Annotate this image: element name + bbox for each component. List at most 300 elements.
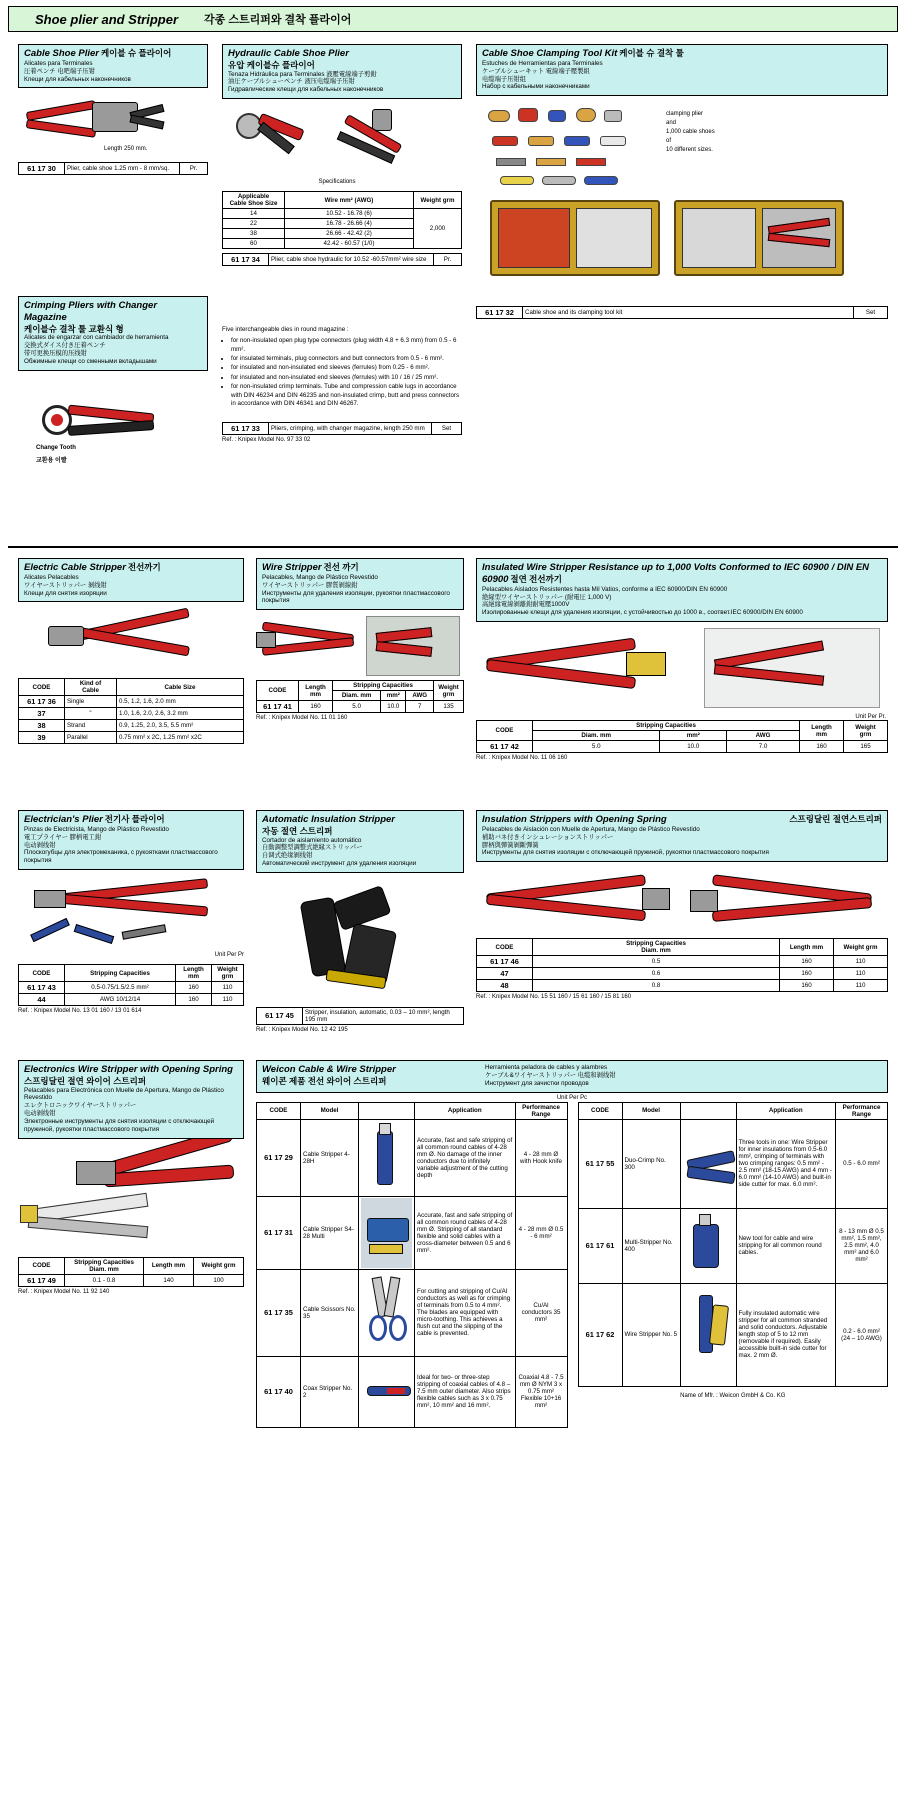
cell-capacity: 0.1 - 0.8 [65, 1274, 144, 1286]
section-electric-cable-stripper [18, 558, 244, 744]
reference-note: Ref. : Knipex Model No. 11 01 160 [256, 715, 348, 722]
col-photo [359, 1102, 415, 1119]
section-sub-ru: Гидравлические клещи для кабельных наконечников [228, 86, 384, 94]
cell-application: Accurate, fast and safe stripping of all common round cables of 4-28 mm Ø. No damage of the inner conductors due to infinitely variable adjustment of the cutting depth [415, 1119, 516, 1196]
table-row [223, 423, 462, 435]
col-awg: AWG [727, 731, 800, 741]
col-kind: Kind of Cable [65, 679, 117, 696]
section-insulated-wire-stripper [476, 558, 888, 761]
table-wire-stripper [256, 680, 464, 713]
reference-note: Ref. : Knipex Model No. 11 06 160 [476, 755, 568, 762]
cell-range: Cu/Al conductors 35 mm² [515, 1269, 567, 1356]
product-illustration-electricians-plier [18, 870, 244, 964]
section-header [476, 558, 888, 622]
change-tooth-caption-en: Change Tooth [36, 444, 76, 451]
table-header-row [477, 721, 888, 731]
section-sub-es: Alicates para Terminales [24, 59, 93, 67]
cell-code: 61 17 55 [578, 1119, 622, 1208]
section-title-en: Electrician's Plier [24, 814, 103, 825]
product-illustration-wire-stripper [256, 610, 464, 680]
table-weicon-left [256, 1102, 568, 1428]
product-photo [361, 1121, 412, 1195]
table-row [578, 1208, 888, 1283]
cell-length: 160 [176, 994, 212, 1006]
section-sub-cn: 电动剝线钳 [24, 1110, 56, 1118]
section-title-en: Electric Cable Stripper [24, 562, 126, 573]
product-code: 61 17 45 [257, 1007, 303, 1024]
crimping-pliers-details [222, 326, 462, 443]
section-sub-jp: 圧着ペンチ 电吧端子压钳 [24, 67, 96, 75]
product-table-auto-stripper [256, 1007, 464, 1025]
section-title-en: Cable Shoe Clamping Tool Kit [482, 48, 618, 59]
col-code: CODE [19, 965, 65, 982]
section-title-kr: 케이블 슈 플라이어 [100, 48, 172, 58]
product-illustration-hydraulic-plier [222, 99, 462, 191]
table-row [19, 994, 244, 1006]
product-illustration-auto-stripper [256, 873, 464, 1007]
section-sub-ru: Электронные инструменты для снятия изоляции с отключающей пружиной, рукоятки пластмассового покрытия [24, 1117, 215, 1133]
product-photo [683, 1121, 734, 1207]
col-code: CODE [477, 939, 533, 956]
section-sub-jp: 電工プライヤー 膠柄電工鉗 [24, 833, 102, 841]
cell-length: 140 [144, 1274, 194, 1286]
table-row [257, 1269, 568, 1356]
kit-note-line3: 1,000 cable shoes [666, 129, 715, 136]
product-illustration-tool-kit [476, 96, 888, 306]
change-tooth-caption-kr: 교환용 이빨 [36, 457, 67, 464]
section-title-kr: 케이블슈 결착 툴 교환식 형 [24, 323, 124, 334]
cell-diam: 5.0 [533, 741, 660, 753]
cell-kind: " [65, 708, 117, 720]
section-sub-es: Estuches de Herramientas para Terminales [482, 59, 603, 67]
table-electric-cable-stripper [18, 678, 244, 744]
section-sub-cn: 电动剝线钳 [24, 841, 56, 849]
cell-model: Cable Scissors No. 35 [301, 1269, 359, 1356]
product-illustration-crimping-plier [18, 371, 208, 469]
table-header-row [578, 1102, 888, 1119]
kit-note [666, 110, 715, 155]
cell-length: 160 [780, 968, 834, 980]
col-performance: Performance Range [515, 1102, 567, 1119]
table-row [477, 307, 888, 319]
cell-code: 61 17 31 [257, 1196, 301, 1269]
cell-application: Accurate, fast and safe stripping of all common round cables of 4-28 mm Ø. Stripping of all standard flexible and solid cables with a cross-diameter between 0.5 and 6 mm². [415, 1196, 516, 1269]
section-clamping-tool-kit [476, 44, 888, 319]
section-sub-cn: 高絕緣電線剝離鉗耐電壓1000V [482, 601, 570, 609]
section-sub-es: Cortador de aislamiento automático [262, 836, 362, 844]
bullet-2: • for insulated terminals, plug connectors and butt connectors from 0.5 - 6 mm². [231, 355, 462, 363]
col-code: CODE [19, 679, 65, 696]
table-row [477, 956, 888, 968]
cell-code: 61 17 61 [578, 1208, 622, 1283]
cell-capacity: 0.8 [533, 980, 780, 992]
section-header [18, 1060, 244, 1139]
product-code: 61 17 33 [223, 423, 269, 435]
col-application: Application [736, 1102, 836, 1119]
section-sub-cn: 电缆端子压钳组 [482, 75, 527, 83]
section-title-en: Hydraulic Cable Shoe Plier [228, 48, 349, 59]
reference-note: Ref. : Knipex Model No. 11 92 140 [18, 1288, 110, 1295]
table-row [223, 209, 462, 219]
cell-mm2: 10.0 [381, 701, 406, 713]
section-sub-es: Pelacables Aislados Resistentes hasta Mil Vatios, conforme a IEC 60900/DIN EN 60900 [482, 585, 728, 593]
unit-label: Unit Per Pc [556, 1094, 588, 1101]
section-header [18, 810, 244, 870]
product-desc: Plier, cable shoe 1.25 mm - 8 mm/sq. [65, 163, 180, 175]
section-header [256, 1060, 888, 1093]
col-code: CODE [257, 1102, 301, 1119]
table-electronics-wire-stripper [18, 1257, 244, 1287]
col-length: Length mm [144, 1257, 194, 1274]
col-cable-shoe-size: Applicable Cable Shoe Size [223, 192, 285, 209]
section-title-en: Crimping Pliers with Changer Magazine [24, 300, 158, 323]
table-row [19, 1274, 244, 1286]
page-title-kr: 각종 스트리퍼와 결착 플라이어 [204, 14, 352, 26]
section-sub-ru: Инструмент для зачистки проводов [485, 1079, 589, 1087]
cell-awg: 7 [406, 701, 434, 713]
cell-code: 61 17 42 [477, 741, 533, 753]
section-automatic-insulation-stripper [256, 810, 464, 1033]
section-divider-1 [8, 546, 898, 548]
section-title-kr: 유압 케이블슈 플라이어 [228, 59, 315, 70]
section-sub-ru: Плоскогубцы для электромеханика, с рукоятками пластмассового покрытия [24, 849, 218, 865]
cell-model: Wire Stripper No. 5 [622, 1283, 680, 1386]
product-unit: Set [854, 307, 888, 319]
table-row [257, 701, 464, 713]
cell-code: 61 17 29 [257, 1119, 301, 1196]
product-table-cable-shoe-plier [18, 162, 208, 175]
table-electricians-plier [18, 964, 244, 1006]
product-photo [361, 1358, 412, 1426]
cell-wire: 42.42 - 60.57 (1/0) [285, 239, 414, 249]
section-title-kr: 스프링달린 절연 와이어 스트리퍼 [24, 1075, 147, 1086]
cell-model: Multi-Stripper No. 400 [622, 1208, 680, 1283]
cell-length: 160 [780, 980, 834, 992]
cell-range: 4 - 28 mm Ø with Hook knife [515, 1119, 567, 1196]
section-electronics-wire-stripper [18, 1060, 244, 1295]
table-row [578, 1119, 888, 1208]
col-weight: Weight grm [434, 681, 464, 701]
cell-size: 0.5, 1.2, 1.6, 2.0 mm [117, 696, 244, 708]
cell-photo [359, 1119, 415, 1196]
product-desc: Pliers, crimping, with changer magazine, length 250 mm [269, 423, 432, 435]
col-awg: AWG [406, 691, 434, 701]
cell-code: 61 17 36 [19, 696, 65, 708]
bullet-3: • for insulated and non-insulated end sleeves (ferrules) from 0.25 - 6 mm². [231, 364, 462, 372]
cell-code: 37 [19, 708, 65, 720]
cell-size: 1.0, 1.6, 2.0, 2.6, 3.2 mm [117, 708, 244, 720]
cell-code: 61 17 46 [477, 956, 533, 968]
section-weicon-stripper [256, 1060, 888, 1428]
col-diam: Diam. mm [533, 731, 660, 741]
col-weight: Weight grm [844, 721, 888, 741]
section-title-en: Wire Stripper [262, 562, 322, 573]
table-row [19, 732, 244, 744]
cell-application: For cutting and stripping of Cu/Al conductors as well as for crimping of terminals from 0.5 to 4 mm². The blades are equipped with micro-toothing. This achieves a flush cut and the slipping of the cable is prevented. [415, 1269, 516, 1356]
section-header [476, 44, 888, 96]
table-row [257, 1356, 568, 1427]
cell-kind: Single [65, 696, 117, 708]
section-sub-jp: 油圧ケーブルシューペンチ 液压电缆端子压钳 [228, 78, 355, 86]
table-row [19, 720, 244, 732]
col-code: CODE [257, 681, 299, 701]
cell-diam: 5.0 [333, 701, 381, 713]
section-wire-stripper [256, 558, 464, 721]
col-weight: Weight grm [194, 1257, 244, 1274]
length-caption: Length 250 mm. [104, 146, 148, 153]
section-insulation-strippers-spring [476, 810, 888, 1000]
crimping-lead: Five interchangeable dies in round magazine : [222, 326, 349, 333]
cell-code: 61 17 40 [257, 1356, 301, 1427]
product-table-tool-kit [476, 306, 888, 319]
cell-code: 39 [19, 732, 65, 744]
section-sub-ru: Клещи для снятия изоряции [24, 589, 107, 597]
cell-model: Cable Stripper S4-28 Multi [301, 1196, 359, 1269]
product-photo [361, 1198, 412, 1268]
section-sub-jp: 自動調整型調整式絶縁ストリッパー [262, 844, 363, 852]
product-photo [361, 1271, 412, 1355]
kit-note-line4: of [666, 138, 672, 145]
section-crimping-pliers [18, 296, 208, 469]
col-weight: Weight grm [212, 965, 244, 982]
product-illustration-insulated-stripper [476, 622, 888, 714]
kit-note-line5: 10 different sizes. [666, 147, 713, 154]
cell-weight: 110 [834, 956, 888, 968]
col-size: Cable Size [117, 679, 244, 696]
col-stripping-capacities: Stripping Capacities [533, 721, 800, 731]
section-sub-es: Alicates de engarzar con cambiador de herramienta [24, 334, 169, 342]
unit-label: Unit Per Pr. [855, 714, 886, 721]
section-sub-es: Pelacables de Aislación con Muelle de Apertura, Mango de Plástico Revestido [482, 825, 700, 833]
cell-application: Ideal for two- or three-step stripping of coaxial cables of 4.8 – 7.5 mm outer diameter. Also strips flexible cables such as 3 x 0.75 mm², 10 mm² and 16 mm². [415, 1356, 516, 1427]
col-code: CODE [477, 721, 533, 741]
section-title-kr: 스프링달린 절연스트리퍼 [789, 814, 882, 824]
section-sub-jp: 交換式ダイス付き圧着ペンチ [24, 342, 106, 350]
cell-length: 160 [800, 741, 844, 753]
product-photo [683, 1285, 734, 1385]
col-diam: Diam. mm [333, 691, 381, 701]
cell-weight: 165 [844, 741, 888, 753]
cell-range: 8 - 13 mm Ø 0.5 mm², 1.5 mm², 2.5 mm², 4.0 mm² and 6.0 mm² [836, 1208, 888, 1283]
cell-weight: 110 [212, 982, 244, 994]
product-illustration-electric-stripper [18, 602, 244, 678]
product-illustration-electronics-stripper [18, 1139, 244, 1257]
cell-weight: 110 [834, 968, 888, 980]
bullet-4: • for insulated and non-insulated end sleeves (ferrules) with 10 / 16 / 25 mm². [231, 374, 462, 382]
specifications-label: Specifications [318, 179, 356, 186]
col-weight: Weight grm [414, 192, 462, 209]
cell-size: 22 [223, 219, 285, 229]
section-hydraulic-cable-shoe-plier [222, 44, 462, 266]
col-wire: Wire mm² (AWG) [285, 192, 414, 209]
product-unit: Pr. [434, 254, 462, 266]
cell-length: 160 [780, 956, 834, 968]
cell-photo [680, 1119, 736, 1208]
section-sub-es: Tenaza Hidráulica para Terminales 液壓電線端子剪鉗 [228, 70, 377, 78]
product-desc: Stripper, insulation, automatic, 0.03 – 10 mm², length 195 mm [303, 1007, 464, 1024]
section-sub-jp: ケーブルシューキット 電線端子壓製組 [482, 67, 590, 75]
section-sub-jp: 絶縁型ワイヤーストリッパー (耐電圧 1,000 V) [482, 593, 612, 601]
cell-weight: 135 [434, 701, 464, 713]
section-header [476, 810, 888, 862]
table-row [257, 1007, 464, 1024]
product-code: 61 17 30 [19, 163, 65, 175]
cell-capacity: 0.5 [533, 956, 780, 968]
section-sub-cn: 带可更换压模的压线钳 [24, 350, 87, 358]
col-code: CODE [19, 1257, 65, 1274]
cell-awg: 7.0 [727, 741, 800, 753]
cell-photo [680, 1283, 736, 1386]
table-row [19, 982, 244, 994]
section-title-en: Automatic Insulation Stripper [262, 814, 396, 825]
col-photo [680, 1102, 736, 1119]
section-sub-cn: 膠柄與彈簧剝斷彈簧 [482, 841, 539, 849]
section-sub-ru: Инструменты для снятия изоляции с отключающей пружиной, рукоятки пластмассового покрытия [482, 849, 769, 857]
crimping-bullets [222, 337, 462, 408]
section-sub-jp: 補助バネ付きインシュレーションストリッパー [482, 833, 614, 841]
product-desc: Cable shoe and its clamping tool kit [523, 307, 854, 319]
section-sub-es: Pelacables, Mango de Plástico Revestido [262, 573, 378, 581]
cell-capacity: AWG 10/12/14 [65, 994, 176, 1006]
table-row [578, 1283, 888, 1386]
col-stripping-capacities: Stripping Capacities [333, 681, 434, 691]
reference-note: Ref. : Knipex Model No. 12 42 195 [256, 1026, 348, 1033]
cell-model: Cable Stripper 4-28H [301, 1119, 359, 1196]
section-header [18, 296, 208, 371]
cell-photo [680, 1208, 736, 1283]
cell-range: 0.5 - 6.0 mm² [836, 1119, 888, 1208]
col-length: Length mm [800, 721, 844, 741]
section-title-kr: 전선 까기 [323, 562, 359, 572]
table-weicon-right [578, 1102, 889, 1387]
section-title-en: Cable Shoe Plier [24, 48, 99, 59]
table-row [257, 1196, 568, 1269]
cell-model: Coax Stripper No. 2 [301, 1356, 359, 1427]
table-spring-strippers [476, 938, 888, 992]
cell-wire: 26.66 - 42.42 (2) [285, 229, 414, 239]
cell-size: 38 [223, 229, 285, 239]
section-title-en: Electronics Wire Stripper with Opening Spring [24, 1064, 233, 1075]
reference-note: Ref. : Knipex Model No. 13 01 160 / 13 01 614 [18, 1008, 142, 1015]
section-sub-ru: Инструменты для удаления изоляции, рукоятки пластмассового покрытия [262, 589, 450, 605]
col-mm2: mm² [381, 691, 406, 701]
section-header [18, 558, 244, 602]
section-header [256, 810, 464, 873]
col-code: CODE [578, 1102, 622, 1119]
cell-size: 0.75 mm² x 2C, 1.25 mm² x2C [117, 732, 244, 744]
cell-code: 47 [477, 968, 533, 980]
section-sub-jp: ケーブル&ワイヤーストリッパー 电缆和剝线钳 [485, 1071, 616, 1079]
reference-note: Ref. : Knipex Model No. 97 33 02 [222, 437, 311, 444]
table-row [477, 741, 888, 753]
cell-kind: Strand [65, 720, 117, 732]
section-sub-ru: Автоматический инструмент для удаления изоляции [262, 860, 417, 868]
table-row [19, 163, 208, 175]
page-title-en: Shoe plier and Stripper [35, 11, 179, 27]
section-electricians-plier [18, 810, 244, 1014]
section-title-en: Weicon Cable & Wire Stripper [262, 1064, 396, 1075]
cell-length: 160 [299, 701, 333, 713]
product-table-hydraulic [222, 253, 462, 266]
cell-size: 14 [223, 209, 285, 219]
cell-code: 61 17 49 [19, 1274, 65, 1286]
cell-kind: Parallel [65, 732, 117, 744]
cell-weight: 2,000 [414, 209, 462, 249]
cell-weight: 110 [212, 994, 244, 1006]
col-weight: Weight grm [834, 939, 888, 956]
page-title [8, 6, 898, 32]
table-row [477, 980, 888, 992]
col-application: Application [415, 1102, 516, 1119]
cell-range: 4 - 28 mm Ø 0.5 - 6 mm² [515, 1196, 567, 1269]
table-row [477, 968, 888, 980]
kit-note-line1: clamping plier [666, 111, 704, 118]
cell-code: 48 [477, 980, 533, 992]
col-length: Length mm [780, 939, 834, 956]
section-sub-jp: エレクトロニックワイヤーストリッパー [24, 1102, 137, 1110]
col-stripping-capacities: Stripping Capacities Diam. mm [65, 1257, 144, 1274]
product-table-crimping [222, 422, 462, 435]
col-stripping-capacities: Stripping Capacities [65, 965, 176, 982]
cell-application: New tool for cable and wire stripping for all common round cables. [736, 1208, 836, 1283]
table-header-row [257, 1102, 568, 1119]
section-sub-cn: 自调式绝缘剝线钳 [262, 852, 313, 860]
bullet-5: • for non-insulated crimp terminals. Tube and compression cable lugs in accordance with DIN 46234 and DIN 46235 and non-insulated crimp, butt and press connectors in accordance with DIN 46341 and DIN 46267. [231, 383, 462, 408]
cell-application: Three tools in one: Wire Stripper for inner insulations from 0.5-6.0 mm², crimping of terminals with two crimping ranges: 0.5 mm² - 2.5 mm² (18-15 AWG) and 4 mm - 6.0 mm² (14-10 AWG) and built-in side cutter for max. 6.0 mm². [736, 1119, 836, 1208]
table-insulated-wire-stripper [476, 720, 888, 753]
section-title-kr: 절연 전선까기 [510, 573, 563, 584]
manufacturer-note: Name of Mfr. : Weicon GmbH & Co. KG [680, 1392, 786, 1399]
section-cable-shoe-plier [18, 44, 208, 175]
table-row [19, 696, 244, 708]
table-header-row [19, 965, 244, 982]
bullet-1: • for non-insulated open plug type connectors (plug width 4.8 + 6.3 mm) from 0.5 - 6 mm². [231, 337, 462, 354]
product-unit: Pr. [180, 163, 208, 175]
section-sub-es: Alicates Pelacables [24, 573, 79, 581]
product-unit: Set [432, 423, 462, 435]
cell-size: 0.9, 1.25, 2.0, 3.5, 5.5 mm² [117, 720, 244, 732]
table-header-row [223, 192, 462, 209]
section-title-kr: 웨이콘 제품 전선 와이어 스트리퍼 [262, 1075, 387, 1086]
section-sub-ru: Изолированные клещи для удаления изоляции, с устойчивостью до 1000 в., соответ.IEC 60900/DIN EN 60900 [482, 609, 803, 617]
section-sub-ru: Клещи для кабельных наконечников [24, 75, 131, 83]
section-sub-es: Herramienta peladora de cables y alambres [485, 1064, 608, 1071]
product-desc: Plier, cable shoe hydraulic for 10.52 -60.57mm² wire size [269, 254, 434, 266]
product-photo [683, 1210, 734, 1282]
col-model: Model [622, 1102, 680, 1119]
col-length: Length mm [176, 965, 212, 982]
cell-wire: 10.52 - 16.78 (6) [285, 209, 414, 219]
product-illustration-cable-shoe-plier [18, 88, 208, 162]
section-title-kr: 자동 절연 스트리퍼 [262, 825, 333, 836]
cell-weight: 100 [194, 1274, 244, 1286]
section-sub-ru: Обжимные клещи со сменными вкладышами [24, 357, 157, 365]
table-row [19, 708, 244, 720]
section-header [256, 558, 464, 610]
cell-capacity: 0.6 [533, 968, 780, 980]
section-title-kr: 케이블 슈 결착 툴 [619, 48, 684, 58]
col-model: Model [301, 1102, 359, 1119]
product-illustration-spring-stripper [476, 862, 888, 938]
cell-code: 44 [19, 994, 65, 1006]
section-title-kr: 전기사 플라이어 [104, 814, 165, 824]
cell-code: 61 17 35 [257, 1269, 301, 1356]
spec-table-hydraulic [222, 191, 462, 249]
section-sub-jp: ワイヤーストリッパー 膠質剝線鉗 [262, 581, 358, 589]
section-header [18, 44, 208, 88]
col-performance: Performance Range [836, 1102, 888, 1119]
cell-size: 60 [223, 239, 285, 249]
